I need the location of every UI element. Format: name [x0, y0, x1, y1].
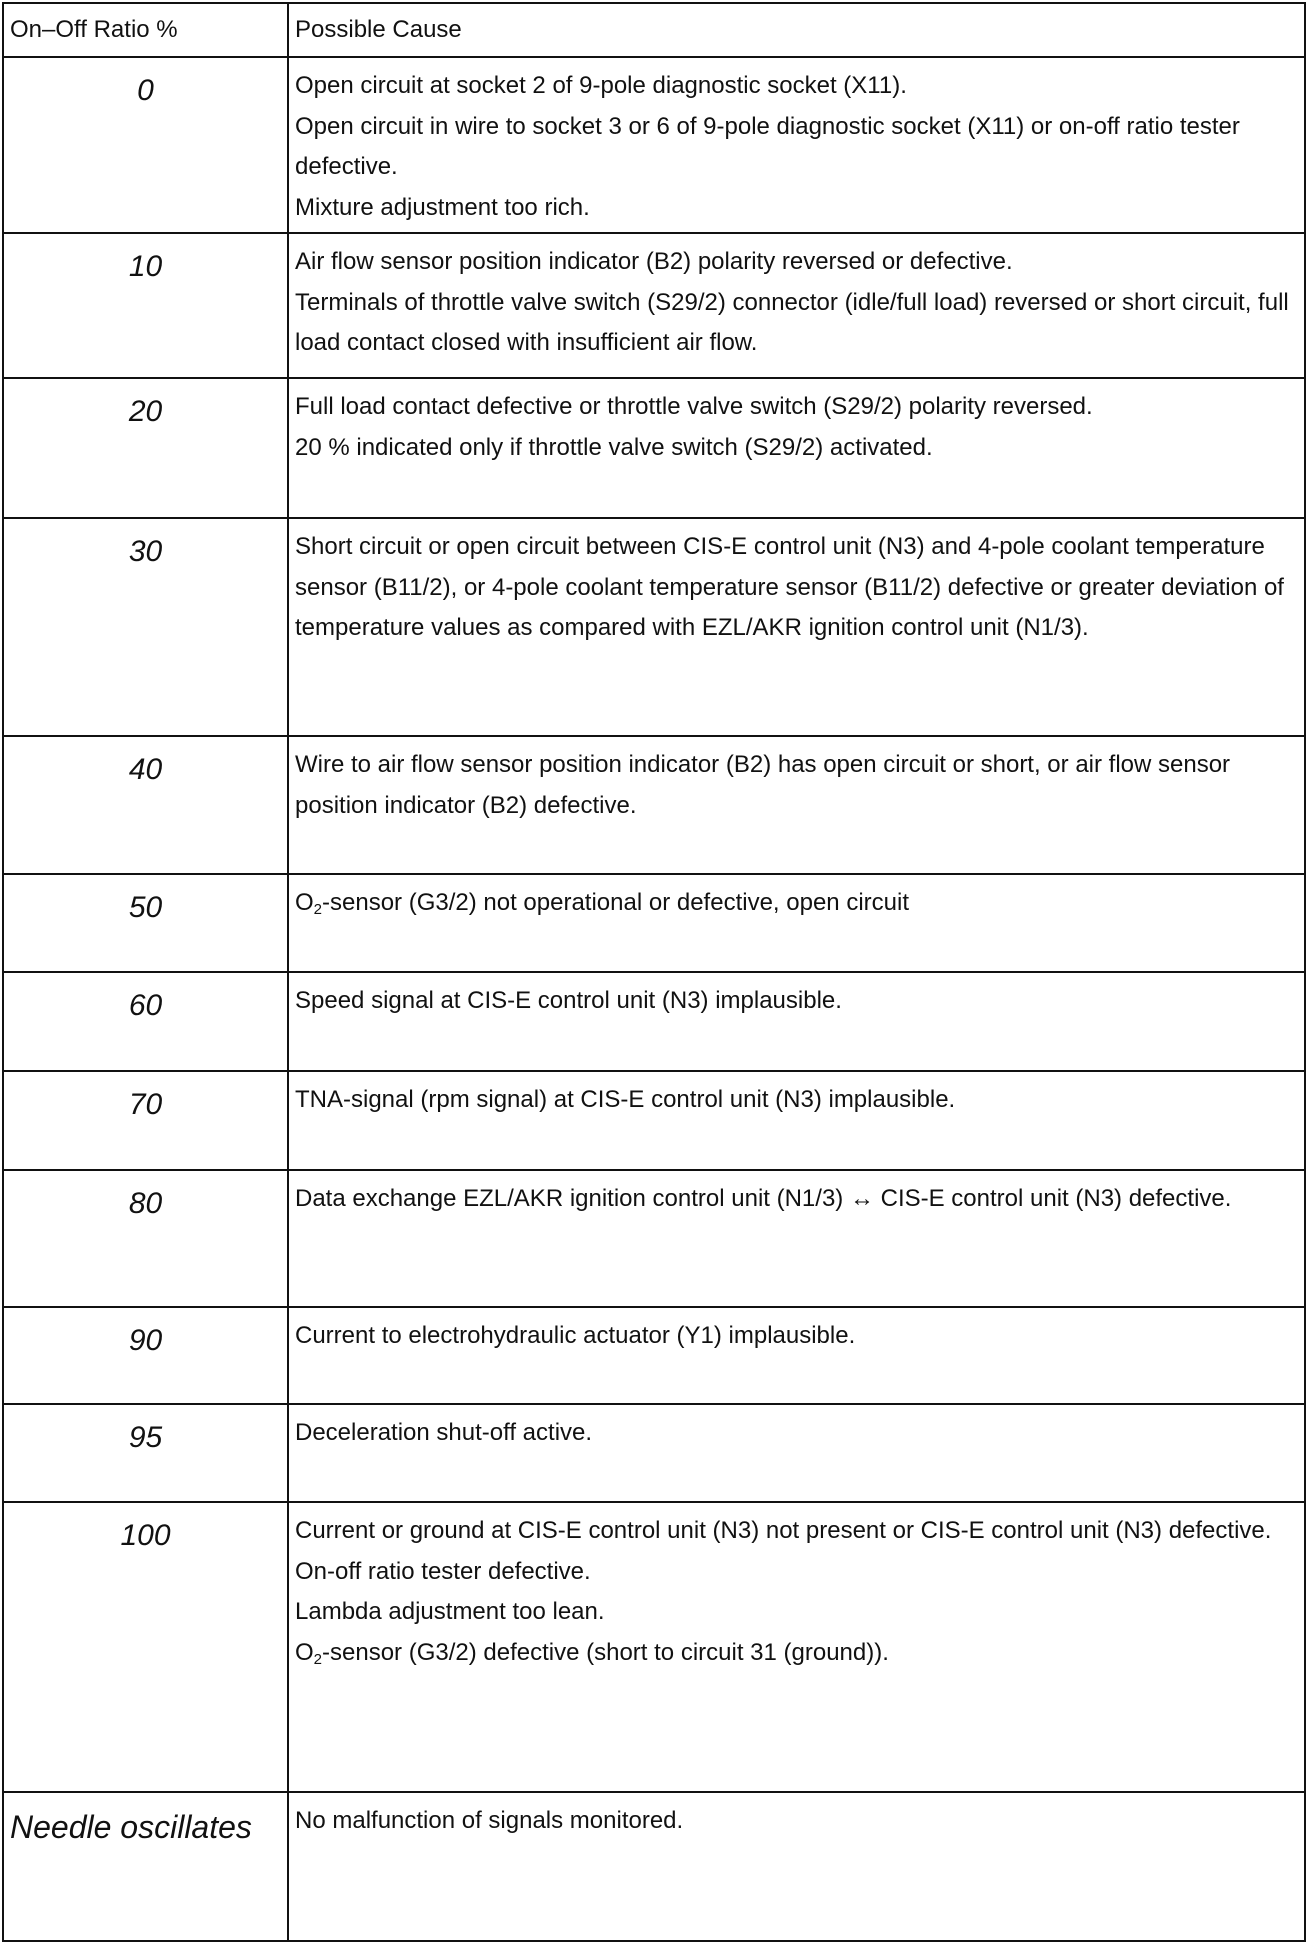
- on-off-ratio-table: [2, 2, 1306, 1942]
- cause-line: Deceleration shut-off active.: [295, 1419, 593, 1446]
- possible-cause: [288, 1502, 1305, 1792]
- cause-line: [295, 1633, 1296, 1674]
- cause-line: TNA-signal (rpm signal) at CIS-E control unit (N3) implausible.: [295, 1086, 956, 1113]
- cause-line: Open circuit at socket 2 of 9-pole diagnostic socket (X11).: [295, 72, 907, 99]
- ratio-value: 100: [3, 1502, 288, 1792]
- possible-cause: [288, 1170, 1305, 1307]
- table-row: [3, 1170, 1305, 1307]
- document-page: [2, 2, 1304, 1942]
- table-row: [3, 233, 1305, 378]
- ratio-value: 30: [3, 518, 288, 736]
- ratio-value: 80: [3, 1170, 288, 1307]
- cause-line: Wire to air flow sensor position indicator (B2) has open circuit or short, or air flow sensor position indicator (B2) defective.: [295, 751, 1231, 819]
- header-possible-cause: Possible Cause: [288, 3, 1305, 57]
- ratio-value: 40: [3, 736, 288, 874]
- o2-subscript: 2: [313, 901, 323, 918]
- ratio-value: 10: [3, 233, 288, 378]
- possible-cause: [288, 1307, 1305, 1404]
- possible-cause: [288, 233, 1305, 378]
- table-row: [3, 378, 1305, 518]
- cause-line: Full load contact defective or throttle valve switch (S29/2) polarity reversed.: [295, 393, 1093, 420]
- table-row: [3, 1502, 1305, 1792]
- cause-line: Mixture adjustment too rich.: [295, 193, 590, 221]
- cause-line: Current or ground at CIS-E control unit (N3) not present or CIS-E control unit (N3) defective.: [295, 1517, 1272, 1544]
- cause-line: Lambda adjustment too lean.: [295, 1598, 605, 1625]
- ratio-value: 60: [3, 972, 288, 1071]
- cause-line: No malfunction of signals monitored.: [295, 1807, 684, 1834]
- cause-line: Data exchange EZL/AKR ignition control unit (N1/3) ↔ CIS-E control unit (N3) defective.: [295, 1185, 1232, 1212]
- cause-line: Terminals of throttle valve switch (S29/2) connector (idle/full load) reversed or short circuit, full load contact closed with insufficient air flow.: [295, 288, 1289, 356]
- ratio-value: 20: [3, 378, 288, 518]
- cause-line: Air flow sensor position indicator (B2) polarity reversed or defective.: [295, 248, 1013, 275]
- cause-line: Open circuit in wire to socket 3 or 6 of 9-pole diagnostic socket (X11) or on-off ratio tester defective.: [295, 112, 1240, 180]
- ratio-value: 0: [3, 57, 288, 233]
- table-row: [3, 1404, 1305, 1502]
- cause-line: Short circuit or open circuit between CIS-E control unit (N3) and 4-pole coolant temperature sensor (B11/2), or 4-pole coolant temperature sensor (B11/2) defective or greater deviation of temperature values as compared with EZL/AKR ignition control unit (N1/3).: [295, 533, 1284, 641]
- ratio-value: 70: [3, 1071, 288, 1170]
- possible-cause: [288, 378, 1305, 518]
- table-row: [3, 1071, 1305, 1170]
- cause-line: 20 % indicated only if throttle valve switch (S29/2) activated.: [295, 433, 933, 461]
- possible-cause: [288, 736, 1305, 874]
- o2-prefix: O: [295, 889, 314, 916]
- cause-text: -sensor (G3/2) defective (short to circuit 31 (ground)).: [322, 1638, 889, 1666]
- table-header-row: [3, 3, 1305, 57]
- table-row: [3, 1307, 1305, 1404]
- table-row: [3, 736, 1305, 874]
- cause-line: Current to electrohydraulic actuator (Y1) implausible.: [295, 1322, 856, 1349]
- table-row: [3, 518, 1305, 736]
- cause-line: On-off ratio tester defective.: [295, 1557, 591, 1585]
- possible-cause: [288, 57, 1305, 233]
- ratio-value: 90: [3, 1307, 288, 1404]
- table-row: [3, 1792, 1305, 1941]
- possible-cause: [288, 1071, 1305, 1170]
- possible-cause: [288, 1792, 1305, 1941]
- o2-prefix: O: [295, 1638, 314, 1666]
- possible-cause: [288, 874, 1305, 972]
- header-on-off-ratio: On–Off Ratio %: [3, 3, 288, 57]
- cause-line: Speed signal at CIS-E control unit (N3) implausible.: [295, 987, 842, 1014]
- possible-cause: [288, 518, 1305, 736]
- table-row: [3, 874, 1305, 972]
- cause-text: -sensor (G3/2) not operational or defective, open circuit: [322, 889, 909, 916]
- table-row: [3, 57, 1305, 233]
- ratio-value: 95: [3, 1404, 288, 1502]
- ratio-value: 50: [3, 874, 288, 972]
- possible-cause: [288, 972, 1305, 1071]
- o2-subscript: 2: [313, 1650, 323, 1668]
- possible-cause: [288, 1404, 1305, 1502]
- ratio-value: Needle oscillates: [3, 1792, 288, 1941]
- table-row: [3, 972, 1305, 1071]
- cause-line: [295, 883, 1296, 924]
